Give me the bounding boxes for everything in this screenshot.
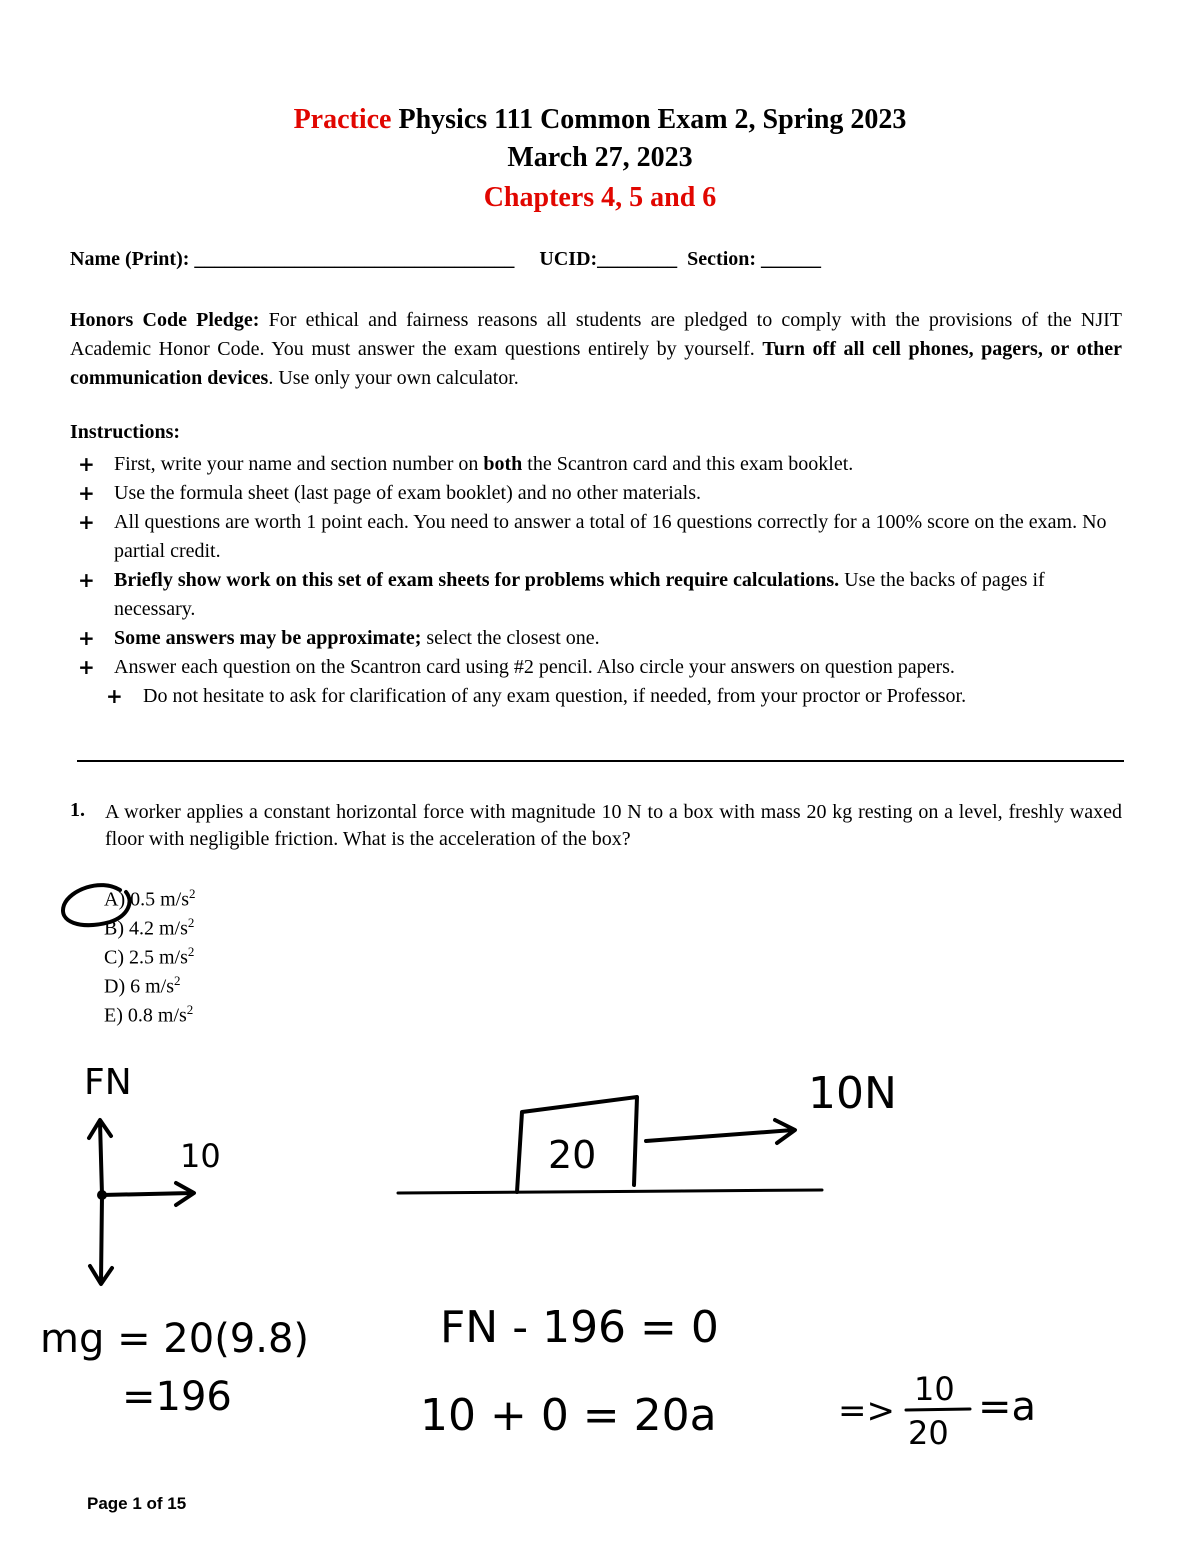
instruction-text: All questions are worth 1 point each. You need to answer a total of 16 questions correctly for a 100% score on the exam. No partial credit. [114, 511, 1107, 562]
plus-bullet-icon: + [78, 655, 95, 679]
fraction-numerator: 10 [914, 1370, 955, 1408]
force-10n-label: 10N [808, 1068, 897, 1119]
implies-arrow: => [838, 1391, 895, 1431]
question-number: 1. [70, 799, 85, 821]
weight-arrow [90, 1195, 112, 1284]
page-number: Page 1 of 15 [87, 1494, 187, 1513]
applied-force-arrow [102, 1183, 194, 1205]
box-force-arrow [646, 1120, 795, 1143]
mg-result: =196 [122, 1374, 232, 1420]
choice-exponent: 2 [189, 886, 196, 901]
choice-label: D) [104, 975, 126, 998]
pledge-bold: Turn off all cell phones, pagers, or other communication devices [70, 338, 1123, 389]
choice-label: B) [104, 917, 124, 940]
instruction-bold: Briefly show work on this set of exam sheets for problems which require calculations. [114, 569, 840, 591]
pledge-label: Honors Code Pledge: [70, 309, 260, 331]
question-text: A worker applies a constant horizontal force with magnitude 10 N to a box with mass 20 kg resting on a level, freshly waxed floor with negligible friction. What is the acceleration of the box? [105, 801, 1122, 850]
choice-exponent: 2 [187, 915, 195, 930]
force-10-label: 10 [180, 1137, 221, 1175]
choice-value: 0.8 m/s [127, 1004, 187, 1027]
instruction-text: the Scantron card and this exam booklet. [522, 453, 854, 475]
instruction-text: Use the backs of pages if necessary. [114, 569, 1045, 620]
plus-bullet-icon: + [78, 452, 95, 476]
instructions-heading: Instructions: [70, 421, 181, 443]
choice-value: 2.5 m/s [129, 946, 188, 969]
instruction-text: Do not hesitate to ask for clarification of any exam question, if needed, from your proctor or Professor. [143, 685, 967, 707]
pledge-text-1: For ethical and fairness reasons all students are pledged to comply with the provisions of the NJIT Academic Honor Code. You must answer the exam questions entirely by yourself. [70, 309, 1123, 360]
horizontal-equation: 10 + 0 = 20a [420, 1390, 717, 1441]
choice-exponent: 2 [174, 973, 181, 988]
title-rest: Physics 111 Common Exam 2, Spring 2023 [391, 104, 907, 135]
exam-date: March 27, 2023 [507, 142, 693, 173]
plus-bullet-icon: + [78, 568, 95, 592]
instruction-text: First, write your name and section number on [114, 453, 484, 475]
choice-label: A) [104, 888, 126, 911]
exam-chapters: Chapters 4, 5 and 6 [483, 182, 717, 213]
fn-label: FN [84, 1062, 132, 1103]
instruction-text: select the closest one. [421, 627, 600, 649]
choice-label: E) [104, 1004, 123, 1027]
pledge-text-2: . Use only your own calculator. [268, 367, 519, 389]
floor-line [398, 1190, 822, 1193]
instruction-bold: Some answers may be approximate; [114, 627, 422, 649]
normal-force-arrow [89, 1120, 111, 1195]
mg-equation: mg = 20(9.8) [40, 1316, 310, 1362]
instruction-text: Answer each question on the Scantron card using #2 pencil. Also circle your answers on question papers. [114, 656, 955, 678]
box-mass-label: 20 [548, 1133, 597, 1177]
answer-circle-mark [63, 885, 129, 925]
choice-exponent: 2 [186, 1002, 194, 1017]
equals-a: =a [978, 1384, 1037, 1430]
choice-exponent: 2 [187, 944, 195, 959]
instruction-bold: both [483, 453, 523, 475]
choice-value: 6 m/s [130, 975, 175, 998]
title-practice: Practice [293, 104, 392, 135]
fraction-denominator: 20 [908, 1414, 949, 1452]
name-ucid-section-line: Name (Print): ________________________________ UCID:________ Section: ______ [70, 248, 822, 270]
choice-value: 0.5 m/s [130, 888, 190, 911]
normal-equation: FN - 196 = 0 [440, 1302, 719, 1353]
fbd-origin-dot [97, 1190, 107, 1200]
plus-bullet-icon: + [78, 481, 95, 505]
instruction-text: Use the formula sheet (last page of exam booklet) and no other materials. [114, 482, 702, 504]
plus-bullet-icon: + [78, 510, 95, 534]
choice-label: C) [104, 946, 124, 969]
choice-value: 4.2 m/s [129, 917, 188, 940]
fraction-bar [906, 1409, 970, 1410]
plus-bullet-icon: + [78, 626, 95, 650]
plus-bullet-icon: + [106, 684, 123, 708]
